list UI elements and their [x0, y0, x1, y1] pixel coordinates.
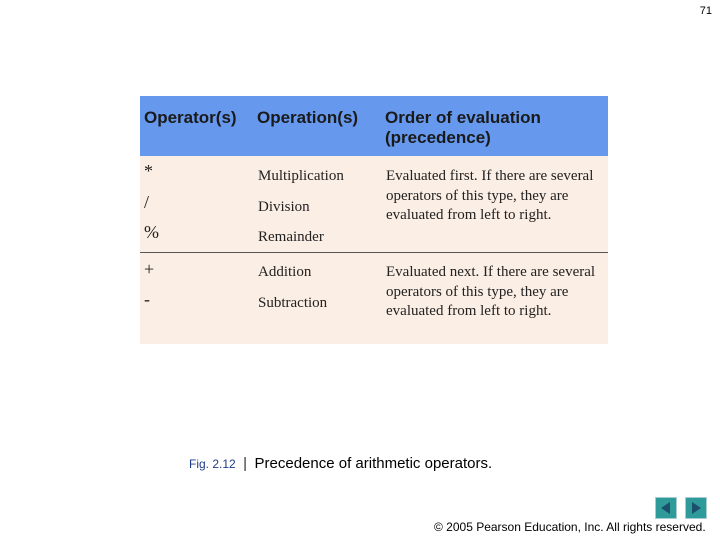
triangle-left-icon[interactable]: [655, 497, 677, 519]
operator-subtract: -: [144, 289, 150, 309]
table-body: [140, 156, 608, 344]
table-header: [140, 96, 608, 156]
operator-divide: /: [144, 192, 150, 212]
operator-remainder: %: [144, 222, 159, 242]
header-order: Order of evaluation (precedence): [385, 108, 541, 147]
precedence-table: [140, 96, 608, 344]
order-next-description: Evaluated next. If there are several operators of this type, they are evaluated from left to right.: [386, 264, 596, 319]
copyright-notice: © 2005 Pearson Education, Inc. All rights reserved.: [434, 520, 706, 534]
triangle-right-icon[interactable]: [685, 497, 707, 519]
operation-division: Division: [258, 199, 310, 215]
operation-subtraction: Subtraction: [258, 295, 328, 311]
page-number: 71: [699, 5, 712, 17]
figure-label: Fig. 2.12: [189, 457, 236, 471]
operation-remainder: Remainder: [258, 229, 324, 245]
header-operations: Operation(s): [257, 108, 359, 127]
header-operators: Operator(s): [144, 108, 237, 127]
operation-addition: Addition: [258, 264, 312, 280]
operator-multiply: *: [144, 161, 153, 181]
operation-multiplication: Multiplication: [258, 168, 344, 184]
group-divider: [140, 252, 608, 253]
operator-add: +: [144, 259, 155, 279]
figure-caption: [189, 455, 492, 473]
caption-separator: |: [243, 455, 248, 472]
figure-title: Precedence of arithmetic operators.: [254, 455, 493, 472]
order-first-description: Evaluated first. If there are several operators of this type, they are evaluated from left to right.: [386, 168, 594, 223]
